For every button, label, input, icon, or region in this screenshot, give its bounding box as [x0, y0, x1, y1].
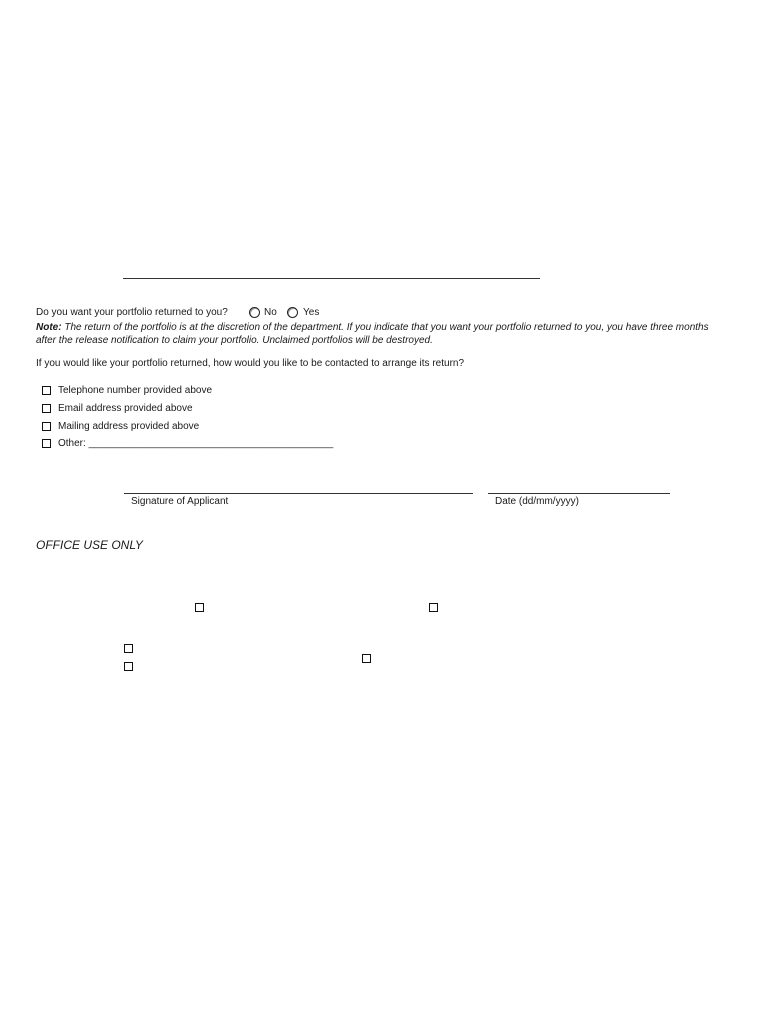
return-question: Do you want your portfolio returned to you? [36, 307, 228, 318]
option-telephone-label: Telephone number provided above [58, 385, 212, 396]
checkbox-mailing[interactable] [42, 422, 51, 431]
office-checkbox-1[interactable] [195, 603, 204, 612]
checkbox-other[interactable] [42, 439, 51, 448]
signature-label: Signature of Applicant [131, 496, 229, 507]
note-text: The return of the portfolio is at the discretion of the department. If you indicate that you want your portfolio returned to you, you have three months after the release notification to claim your portfolio. Unclaimed portfolios will be destroyed. [36, 322, 709, 346]
note-paragraph [36, 321, 726, 347]
office-checkbox-5[interactable] [124, 662, 133, 671]
top-blank-line [123, 278, 540, 279]
option-other-label: Other: ____________________________________________ [58, 438, 334, 449]
option-email-label: Email address provided above [58, 403, 193, 414]
note-label: Note: [36, 322, 62, 333]
option-mailing-label: Mailing address provided above [58, 421, 200, 432]
radio-yes[interactable] [287, 307, 298, 318]
checkbox-telephone[interactable] [42, 386, 51, 395]
signature-line[interactable] [124, 493, 473, 494]
date-label: Date (dd/mm/yyyy) [495, 496, 579, 507]
office-checkbox-2[interactable] [429, 603, 438, 612]
radio-no[interactable] [249, 307, 260, 318]
office-checkbox-3[interactable] [124, 644, 133, 653]
contact-question: If you would like your portfolio returned, how would you like to be contacted to arrange its return? [36, 358, 465, 369]
checkbox-email[interactable] [42, 404, 51, 413]
radio-no-label: No [264, 307, 277, 318]
date-line[interactable] [488, 493, 670, 494]
office-checkbox-4[interactable] [362, 654, 371, 663]
office-use-title: OFFICE USE ONLY [36, 538, 143, 552]
radio-yes-label: Yes [303, 307, 320, 318]
